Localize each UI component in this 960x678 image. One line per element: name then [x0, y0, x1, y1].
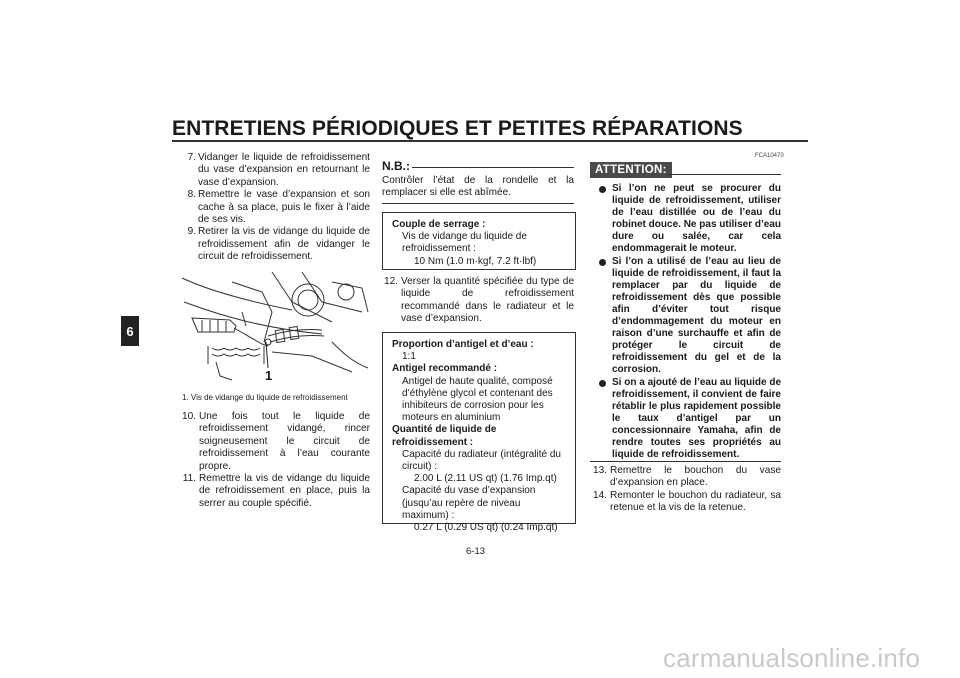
left-column-steps-top [182, 152, 370, 264]
attention-item [597, 256, 781, 377]
antigel-title: Antigel recommandé : [392, 363, 498, 375]
step-number: 11. [182, 473, 196, 485]
step-number: 8. [187, 189, 196, 201]
attention-bottom-rule [590, 461, 781, 462]
figure-caption: 1. Vis de vidange du liquide de refroidissement [182, 393, 348, 402]
torque-spec-box [382, 212, 576, 270]
step-text: Verser la quantité spécifiée du type de liquide de refroidissement recommandé dans le radiateur et le vase d’expansion. [401, 276, 574, 325]
step-item [182, 473, 370, 510]
attention-rule [668, 174, 781, 175]
step-item [593, 465, 781, 490]
step-item [182, 226, 370, 263]
step-item [593, 490, 781, 515]
step-number: 7. [187, 152, 196, 163]
torque-title: Couple de serrage : [392, 219, 486, 230]
step-text: Remettre le bouchon du vase d’expansion en place. [610, 465, 781, 489]
nb-top-rule [412, 167, 574, 168]
torque-value: 10 Nm (1.0 m·kgf, 7.2 ft·lbf) [414, 255, 537, 267]
step-item [182, 189, 370, 226]
bullet-icon [599, 186, 606, 193]
reservoir-capacity: Capacité du vase d’expansion (jusqu’au repère de niveau maximum) : [402, 485, 536, 521]
ratio-title: Proportion d’antigel et d’eau : [392, 339, 534, 350]
attention-text: Si l’on ne peut se procurer du liquide de refroidissement, utiliser de l’eau distillée ou de l’eau du robinet douce. Ne pas utiliser d’eau dure ou salée, car cela endommagerait le moteur. [612, 183, 781, 255]
step-item [384, 276, 574, 326]
left-column-steps-bottom [182, 411, 370, 510]
step-number: 9. [187, 226, 196, 238]
step-number: 10. [181, 411, 196, 422]
step-text: Vidanger le liquide de refroidissement du vase d’expansion en retournant le vase d’expansion. [198, 152, 370, 188]
page-number: 6-13 [466, 546, 486, 557]
step-text: Remettre le vase d’expansion et son cache à sa place, puis le fixer à l’aide de ses vis. [198, 189, 370, 226]
quantity-title: Quantité de liquide de [392, 424, 497, 436]
attention-text: Si on a ajouté de l’eau au liquide de refroidissement, il convient de faire rétablir le plus rapidement possible le taux d’antigel par un concessionnaire Yamaha, afin de rendre toutes ses propriétés au liquide de refroidissement. [612, 376, 781, 461]
attention-header [590, 160, 672, 178]
antigel-text: Antigel de haute qualité, composé d’éthylène glycol et contenant des inhibiteurs de corrosion pour les moteurs en aluminium [402, 375, 553, 424]
attention-text: Si l’on a utilisé de l’eau au lieu de liquide de refroidissement, il faut la remplacer par du liquide de refroidissement dès que possible afin d’éviter tout risque d’endommagement du moteur en raison d’une surchauffe et afin de protéger le circuit de refroidissement du gel et de la corrosion. [612, 255, 781, 376]
nb-label: N.B.: [382, 159, 410, 173]
step-text: Une fois tout le liquide de refroidissement vidangé, rincer soigneusement le circuit de refroidissement à l’eau courante propre. [199, 411, 370, 472]
bullet-icon [599, 380, 606, 387]
reference-code: FCA10470 [755, 153, 784, 159]
title-rule [172, 140, 808, 142]
ratio-value: 1:1 [402, 351, 416, 363]
coolant-spec-box [382, 332, 576, 534]
step-text: Remettre la vis de vidange du liquide de refroidissement en place, puis la serrer au couple spécifié. [199, 473, 370, 509]
quantity-title: refroidissement : [392, 436, 474, 448]
radiator-capacity-value: 2.00 L (2.11 US qt) (1.76 Imp.qt) [414, 473, 557, 485]
right-column-steps [593, 465, 781, 515]
attention-list [597, 183, 781, 461]
torque-line: Vis de vidange du liquide de [402, 231, 527, 243]
step-item [182, 152, 370, 189]
attention-label: ATTENTION: [590, 162, 672, 178]
callout-number: 1 [265, 368, 273, 383]
attention-item [597, 183, 781, 256]
reservoir-capacity-value: 0.27 L (0.29 US qt) (0.24 Imp.qt) [414, 522, 558, 534]
step-12 [384, 276, 574, 326]
radiator-capacity: Capacité du radiateur (intégralité du circuit) : [402, 448, 561, 473]
chapter-tab: 6 [121, 316, 139, 346]
step-text: Remonter le bouchon du radiateur, sa retenue et la vis de la retenue. [610, 489, 781, 514]
step-number: 12. [383, 276, 398, 287]
step-text: Retirer la vis de vidange du liquide de refroidissement afin de vidanger le circuit de refroidissement. [198, 226, 370, 263]
page-title: ENTRETIENS PÉRIODIQUES ET PETITES RÉPARATIONS [172, 117, 743, 140]
bullet-icon [599, 259, 606, 266]
attention-item [597, 377, 781, 462]
step-item [182, 411, 370, 473]
watermark: carmanualsonline.info [663, 643, 921, 673]
torque-line: refroidissement : [402, 243, 476, 255]
figure-drain-screw [172, 272, 372, 388]
nb-text: Contrôler l’état de la rondelle et la remplacer si elle est abîmée. [382, 175, 574, 199]
nb-bottom-rule [382, 203, 574, 204]
step-number: 14. [592, 489, 607, 501]
step-number: 13. [592, 465, 607, 476]
